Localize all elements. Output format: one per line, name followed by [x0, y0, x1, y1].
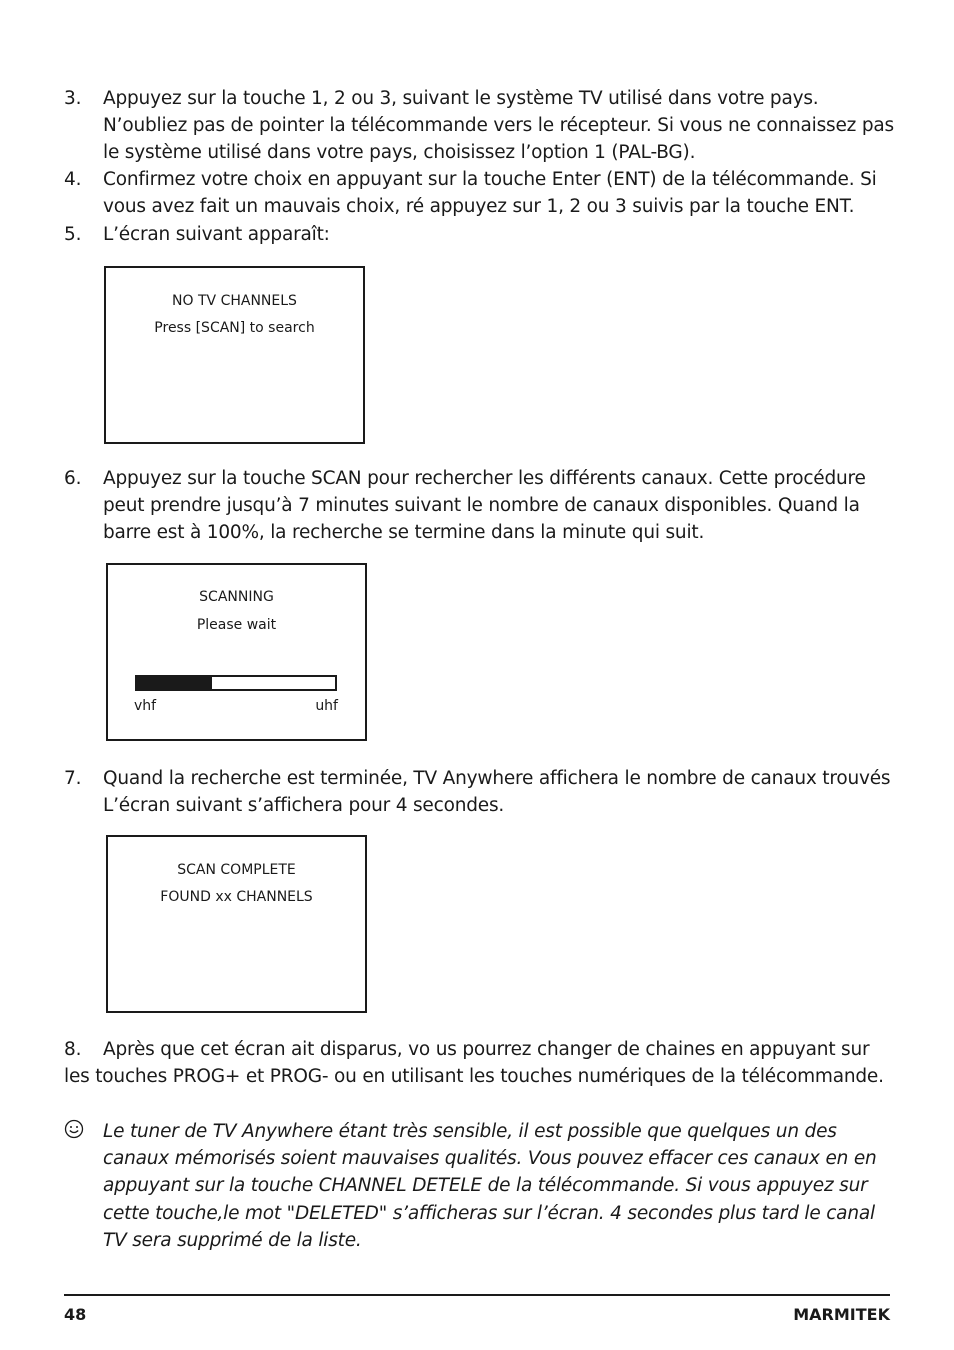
- step-number: 4.: [64, 169, 82, 190]
- step-3: [64, 85, 894, 167]
- smiley-icon: [64, 1119, 84, 1139]
- step-6: [64, 465, 894, 547]
- screen-line: NO TV CHANNELS: [172, 293, 297, 309]
- vhf-label: vhf: [134, 698, 157, 714]
- note: [64, 1118, 894, 1254]
- step-number: 6.: [64, 468, 82, 489]
- tv-screen-scanning: [106, 563, 367, 741]
- note-text: Le tuner de TV Anywhere étant très sensible, il est possible que quelques un des canaux mémorisés soient mauvaises qualités. Vous pouvez effacer ces canaux en en appuyant sur la touche CHANNEL DETELE de la télécommande. Si vous appuyez sur cette touche,le mot "DELETED" s’afficheras sur l’écran. 4 secondes plus tard le canal TV sera supprimé de la liste.: [103, 1121, 877, 1251]
- step-text: L’écran suivant apparaît:: [103, 224, 330, 245]
- scan-progress-bar: [135, 675, 337, 691]
- page-number: 48: [64, 1305, 87, 1324]
- scan-progress-fill: [137, 677, 212, 689]
- brand-name: MARMITEK: [793, 1305, 890, 1324]
- step-text: Confirmez votre choix en appuyant sur la touche Enter (ENT) de la télécommande. Si vous avez fait un mauvais choix, ré appuyez sur 1, 2 ou 3 suivis par la touche ENT.: [103, 169, 877, 218]
- step-4: [64, 166, 894, 220]
- screen-line: SCAN COMPLETE: [177, 862, 296, 878]
- step-text: Appuyez sur la touche SCAN pour rechercher les différents canaux. Cette procédure peut prendre jusqu’à 7 minutes suivant le nombre de canaux disponibles. Quand la barre est à 100%, la recherche se termine dans la minute qui suit.: [103, 468, 866, 544]
- step-5: [64, 221, 894, 248]
- screen-line: FOUND xx CHANNELS: [160, 889, 313, 905]
- step-8: [64, 1036, 894, 1090]
- step-number: 8.: [64, 1039, 82, 1060]
- step-text: Appuyez sur la touche 1, 2 ou 3, suivant le système TV utilisé dans votre pays. N’oubliez pas de pointer la télécommande vers le récepteur. Si vous ne connaissez pas le système utilisé dans votre pays, choisissez l’option 1 (PAL-BG).: [103, 88, 894, 164]
- screen-line: Press [SCAN] to search: [154, 320, 315, 336]
- uhf-label: uhf: [315, 698, 338, 714]
- step-number: 3.: [64, 88, 82, 109]
- footer-rule: [64, 1294, 890, 1296]
- step-text: Après que cet écran ait disparus, vo us pourrez changer de chaines en appuyant sur les touches PROG+ et PROG- ou en utilisant les touches numériques de la télécommande.: [64, 1039, 884, 1088]
- tv-screen-scan-complete: [106, 835, 367, 1013]
- step-number: 7.: [64, 768, 82, 789]
- tv-screen-no-channels: [104, 266, 365, 444]
- step-number: 5.: [64, 224, 82, 245]
- screen-line: Please wait: [196, 617, 277, 633]
- screen-line: SCANNING: [199, 589, 274, 605]
- step-7: [64, 765, 894, 819]
- step-text: Quand la recherche est terminée, TV Anywhere affichera le nombre de canaux trouvés L’écran suivant s’affichera pour 4 secondes.: [103, 768, 891, 817]
